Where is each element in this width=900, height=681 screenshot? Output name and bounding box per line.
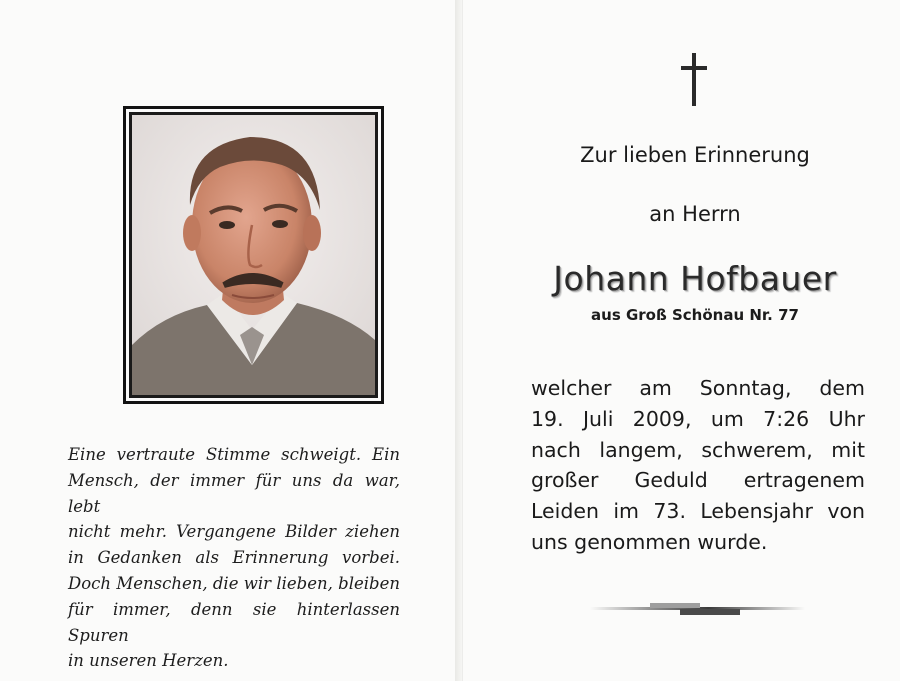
poem-line: nicht mehr. Vergangene Bilder ziehen <box>68 522 400 542</box>
death-line: welcher am Sonntag, dem <box>531 376 865 400</box>
portrait-photo <box>132 115 375 395</box>
poem-line: Mensch, der immer für uns da war, lebt <box>68 470 400 516</box>
poem-line: in unseren Herzen. <box>68 651 229 671</box>
portrait-frame <box>123 106 384 404</box>
intro-heading: Zur lieben Erinnerung <box>580 143 810 167</box>
cross-icon <box>681 53 707 106</box>
death-line: nach langem, schwerem, mit <box>531 437 865 462</box>
death-notice <box>531 373 865 558</box>
death-line: 19. Juli 2009, um 7:26 Uhr <box>531 406 865 431</box>
deceased-name: Johann Hofbauer <box>553 259 837 298</box>
salutation: an Herrn <box>649 202 741 226</box>
poem-line: in Gedanken als Erinnerung vorbei. <box>68 548 400 568</box>
memorial-poem <box>68 442 400 674</box>
divider-ornament <box>590 599 805 619</box>
death-line: großer Geduld ertragenem <box>531 468 865 493</box>
card-fold <box>455 0 462 681</box>
origin-line: aus Groß Schönau Nr. 77 <box>591 306 799 324</box>
death-line: uns genommen wurde. <box>531 529 768 554</box>
poem-line: für immer, denn sie hinterlassen Spuren <box>68 599 400 645</box>
poem-line: Doch Menschen, die wir lieben, bleiben <box>68 573 400 593</box>
death-line: Leiden im 73. Lebensjahr von <box>531 499 865 524</box>
poem-line: Eine vertraute Stimme schweigt. Ein <box>68 445 400 464</box>
